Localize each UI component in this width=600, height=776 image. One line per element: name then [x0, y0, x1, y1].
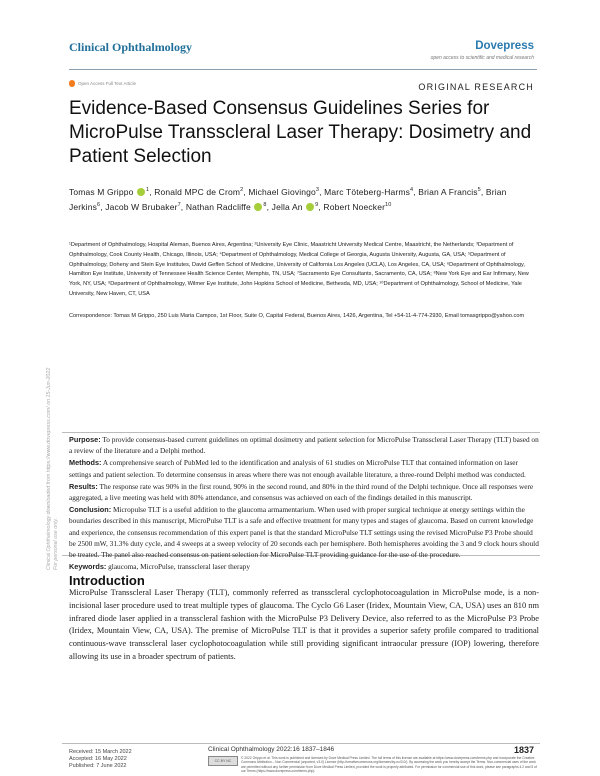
- author-name: Jella An: [271, 202, 303, 213]
- watermark-line-1: Clinical Ophthalmology downloaded from https://www.dovepress.com/ on 15-Jun-2022: [46, 367, 52, 570]
- header-divider: [69, 69, 537, 70]
- open-access-lock-icon: [69, 80, 75, 87]
- affiliations: ¹Department of Ophthalmology, Hospital Aleman, Buenos Aires, Argentina; ²University Eye Clinic, Maastricht University Medical Centre, Maastricht, the Netherlands; ³Department of Ophthalmology, Cook County Health, Chicago, Illinois, USA; ⁴Department of Ophthalmology, Medical College of Georgia, Augusta University, Augusta, GA, USA; ⁵Department of Ophthalmology, Doheny and Stein Eye Institutes, David Geffen School of Medicine, University of California Los Angeles (UCLA), Los Angeles, CA, USA; ⁶Department of Ophthalmology, Hamilton Eye Institute, University of Tennessee Health Science Center, Memphis, TN, USA; ⁷Sacramento Eye Consultants, Sacramento, CA, USA; ⁸New York Eye and Ear Infirmary, New York, NY, USA; ⁹Department of Ophthalmology, Wilmer Eye Institute, John Hopkins School of Medicine, Bethesda, MD, USA; ¹⁰Department of Ophthalmology, School of Medicine, Yale University, New Haven, CT, USA: [69, 242, 529, 297]
- orcid-icon[interactable]: [254, 203, 262, 211]
- author: [323, 202, 391, 212]
- author: [186, 202, 267, 212]
- article-dates: [69, 749, 132, 770]
- abstract-results: [69, 481, 539, 503]
- author: [324, 187, 413, 197]
- license-text: © 2022 Grippo et al. This work is published and licensed by Dove Medical Press Limited. The full terms of this license are available at https://www.dovepress.com/terms.php and incorporate the Creative Commons Attribution – Non Commercial (unported, v3.0) License (http://creativecommons.org/licenses/by-nc/3.0/). By accessing the work you hereby accept the Terms. Non-commercial uses of the work are permitted without any further permission from Dove Medical Press Limited, provided the work is properly attributed. For permission for commercial use of this work, please see paragraphs 4.2 and 5 of our Terms (https://www.dovepress.com/terms.php).: [241, 756, 537, 773]
- published-date: Published: 7 June 2022: [69, 763, 127, 769]
- received-date: Received: 15 March 2022: [69, 749, 132, 755]
- author-affiliation-number: 7: [177, 202, 181, 209]
- author-affiliation-number: 2: [240, 187, 244, 193]
- footer-citation: Clinical Ophthalmology 2022:16 1837–1846: [208, 746, 335, 753]
- journal-name: Clinical Ophthalmology: [69, 40, 193, 54]
- page-number: 1837: [513, 745, 534, 755]
- abstract-keywords: [69, 561, 539, 572]
- abstract-conclusion: [69, 504, 539, 560]
- author-name: Brian A Francis: [418, 186, 478, 197]
- author-affiliation-number: 5: [477, 187, 481, 193]
- author: [418, 187, 481, 197]
- author-name: Jacob W Brubaker: [105, 202, 178, 213]
- introduction-text: MicroPulse Transscleral Laser Therapy (TLT), commonly referred as transscleral cyclophotocoagulation in MicroPulse mode, is a non-incisional laser procedure used to treat multiple types of glaucoma. The Cyclo G6 Laser (Iridex, Mountain View, CA, USA) uses an 810 nm infrared diode laser applied in a transscleral fashion with the MicroPulse P3 Delivery Device, also referred to as the MicroPulse P3 Probe (Iridex, Mountain View, CA, USA). The premise of MicroPulse TLT is that it provides a superior safety profile compared to traditional continuous-wave transscleral laser cyclophotocoagulation while still providing significant intraocular pressure (IOP) lowering, therefore allowing its use in a broader spectrum of patients.: [69, 588, 539, 661]
- abstract: [69, 434, 539, 573]
- watermark-line-2: For personal use only.: [53, 517, 59, 570]
- orcid-icon[interactable]: [137, 188, 145, 196]
- author-affiliation-number: 1: [145, 187, 150, 193]
- methods-text: A comprehensive search of PubMed led to the identification and analysis of 61 studies on MicroPulse TLT that contained information on laser settings and patient selection. To determine consensus in areas where there was not enough available literature, a three-round Delphi method was conducted.: [69, 458, 526, 479]
- purpose-label: Purpose:: [69, 435, 101, 444]
- conclusion-text: Micropulse TLT is a useful addition to the glaucoma armamentarium. When used with proper surgical technique at energy settings within the boundaries described in this manuscript, MicroPulse TLT is a safe and effective treatment for many types and stages of glaucoma. Based on current knowledge and experience, the consensus recommendation of this expert panel is that the standard MicroPulse TLT settings using the revised MicroPulse P3 Probe should be 2500 mW, 31.3% duty cycle, and 4 sweeps at a sweep velocity of 20 seconds each per hemisphere. Both hemispheres avoiding the 3 and 9 clock hours should be treated. The panel also reached consensus on patient selection for MicroPulse TLT providing guidance for the use of the procedure.: [69, 505, 539, 560]
- author-name: Ronald MPC de Crom: [154, 186, 241, 197]
- correspondence: Correspondence: Tomas M Grippo, 250 Luis Maria Campos, 1st Floor, Suite O, Capital Federal, Buenos Aires, 1426, Argentina, Tel +54-11-4-774-2930, Email tomasgrippo@yahoo.com: [69, 313, 525, 319]
- author-list: Tomas M Grippo $^1$, Ronald MPC de Crom$^2$, Michael Giovingo$^3$, Marc Töteberg-Harms$^4$, Brian A Francis$^5$, Brian Jerkins$^6$, Jacob W Brubaker$^7$, Nathan Radcliffe $^8$, Jella An $^9$, Robert Noecker$^{10}$: [69, 186, 507, 213]
- author-affiliation-number: 6: [96, 202, 101, 209]
- introduction-heading: Introduction: [69, 573, 145, 588]
- abstract-purpose: [69, 434, 539, 456]
- article-type: ORIGINAL RESEARCH: [418, 82, 534, 92]
- open-access-text: Open Access Full Text Article: [78, 81, 136, 86]
- accepted-date: Accepted: 16 May 2022: [69, 756, 127, 762]
- methods-label: Methods:: [69, 458, 102, 468]
- author: [154, 187, 243, 197]
- download-watermark: [46, 150, 59, 570]
- author: [248, 187, 319, 197]
- keywords-label: Keywords:: [69, 562, 107, 572]
- author-name: Tomas M Grippo: [69, 186, 134, 197]
- keywords-text: glaucoma, MicroPulse, transscleral laser therapy: [108, 562, 250, 572]
- publisher-tagline: open access to scientific and medical research: [430, 55, 534, 61]
- open-access-label: [69, 80, 136, 87]
- cc-license-badge[interactable]: CC BY NC: [208, 756, 238, 766]
- author-affiliation-number: 9: [315, 202, 319, 209]
- conclusion-label: Conclusion:: [69, 505, 112, 515]
- author-affiliation-number: 4: [410, 187, 414, 193]
- results-label: Results:: [69, 481, 98, 491]
- author-name: Michael Giovingo: [248, 186, 316, 197]
- results-text: The response rate was 90% in the first round, 90% in the second round, and 80% in the third round of the Delphi technique. Once all responses were aggregated, a live meeting was held with 80% attendance, and consensus was achieved on each of the findings detailed in this manuscript.: [69, 481, 534, 503]
- purpose-text: To provide consensus-based current guidelines on optimal dosimetry and patient selection for MicroPulse Transscleral Laser Therapy (TLT) based on a review of the literature and a Delphi method.: [69, 435, 539, 456]
- author-name: Robert Noecker: [323, 202, 386, 213]
- author-name: Brian Jerkins: [69, 186, 507, 213]
- author-affiliation-number: 8: [263, 202, 267, 209]
- orcid-icon[interactable]: [306, 203, 314, 211]
- publisher-logo[interactable]: Dovepress: [475, 40, 534, 52]
- license-block: [208, 756, 540, 773]
- footer-divider: [62, 743, 540, 744]
- author-affiliation-number: 3: [315, 187, 320, 193]
- abstract-methods: [69, 457, 539, 479]
- author: [105, 202, 181, 212]
- author: [272, 202, 319, 212]
- author: [69, 187, 149, 197]
- author-name: Marc Töteberg-Harms: [324, 186, 410, 197]
- author-affiliation-number: 10: [385, 202, 392, 209]
- article-title: Evidence-Based Consensus Guidelines Series for MicroPulse Transscleral Laser Therapy: Dosimetry and Patient Selection: [69, 98, 532, 167]
- author-name: Nathan Radcliffe: [185, 202, 251, 213]
